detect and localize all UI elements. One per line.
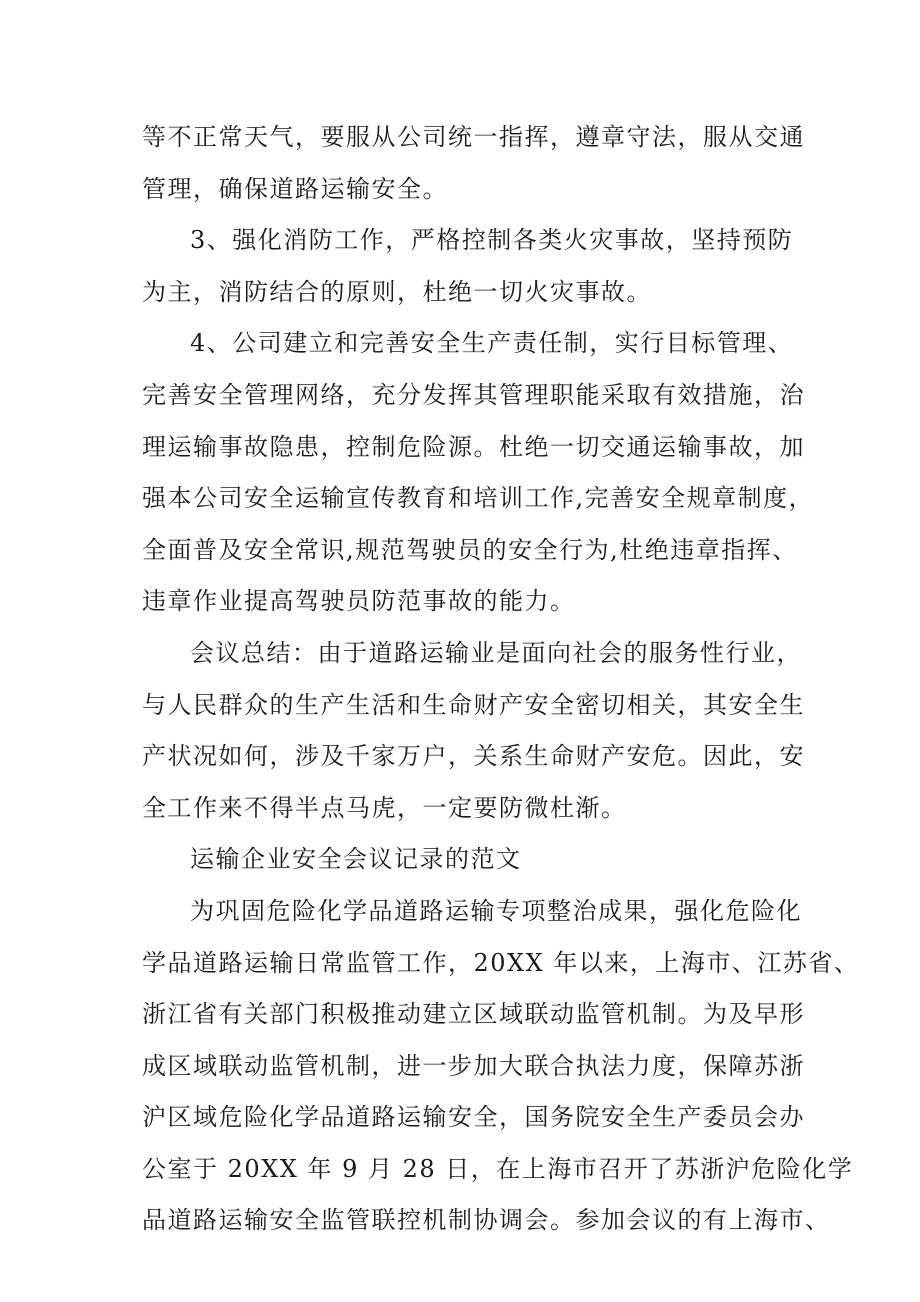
text-line: 3、强化消防工作，严格控制各类火灾事故，坚持预防 (190, 226, 794, 255)
text-line: 强本公司安全运输宣传教育和培训工作,完善安全规章制度， (142, 484, 815, 513)
document-body (142, 112, 860, 1247)
text-line: 为主，消防结合的原则，杜绝一切火灾事故。 (142, 277, 652, 306)
text-line: 全面普及安全常识,规范驾驶员的安全行为,杜绝违章指挥、 (142, 535, 798, 564)
text-line: 会议总结：由于道路运输业是面向社会的服务性行业， (190, 638, 802, 667)
text-line: 成区域联动监管机制，进一步加大联合执法力度，保障苏浙 (142, 1051, 805, 1080)
text-line: 公室于 20XX 年 9 月 28 日，在上海市召开了苏浙沪危险化学 (142, 1154, 854, 1183)
text-line: 与人民群众的生产生活和生命财产安全密切相关，其安全生 (142, 690, 805, 719)
text-line: 为巩固危险化学品道路运输专项整治成果，强化危险化 (190, 896, 802, 925)
text-line: 4、公司建立和完善安全生产责任制，实行目标管理、 (190, 329, 794, 358)
text-line: 沪区域危险化学品道路运输安全，国务院安全生产委员会办 (142, 1103, 805, 1132)
text-line: 产状况如何，涉及千家万户，关系生命财产安危。因此，安 (142, 742, 805, 771)
section-heading: 运输企业安全会议记录的范文 (190, 845, 522, 874)
text-line: 浙江省有关部门积极推动建立区域联动监管机制。为及早形 (142, 1000, 805, 1029)
text-line: 品道路运输安全监管联控机制协调会。参加会议的有上海市、 (142, 1206, 831, 1235)
text-line: 管理，确保道路运输安全。 (142, 174, 448, 203)
text-line: 学品道路运输日常监管工作，20XX 年以来，上海市、江苏省、 (142, 948, 860, 977)
text-line: 违章作业提高驾驶员防范事故的能力。 (142, 587, 576, 616)
text-line: 完善安全管理网络，充分发挥其管理职能采取有效措施，治 (142, 380, 805, 409)
text-line: 等不正常天气，要服从公司统一指挥，遵章守法，服从交通 (142, 123, 805, 151)
text-line: 全工作来不得半点马虎，一定要防微杜渐。 (142, 793, 627, 822)
text-line: 理运输事故隐患，控制危险源。杜绝一切交通运输事故，加 (142, 432, 805, 461)
